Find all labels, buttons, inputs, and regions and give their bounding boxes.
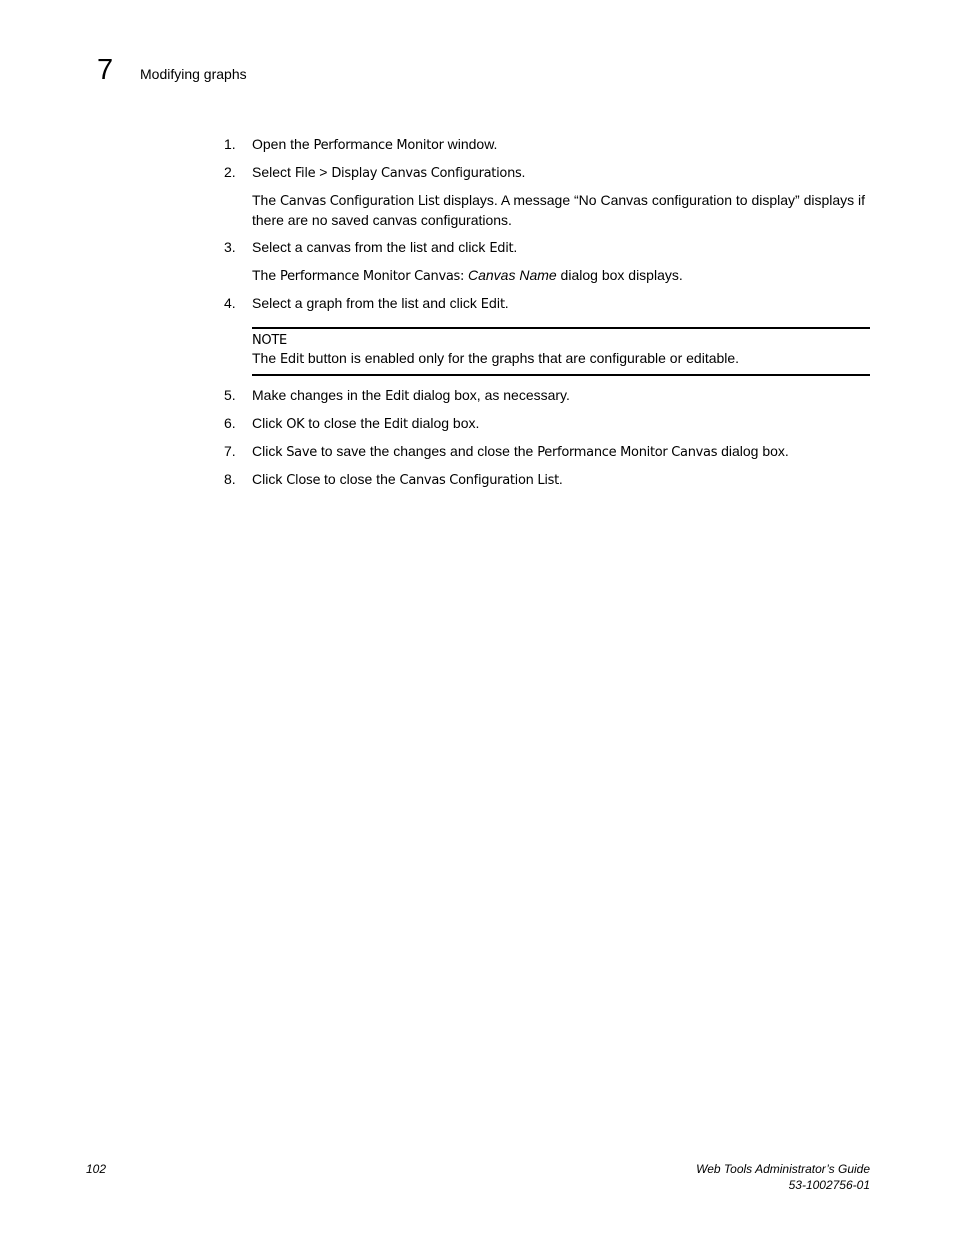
page-number: 102: [86, 1162, 107, 1176]
step-number: 2.: [224, 164, 236, 180]
step-number: 8.: [224, 471, 236, 487]
step-text: Select a canvas from the list and click Edit.: [252, 239, 518, 256]
step-text: Click OK to close the Edit dialog box.: [252, 415, 480, 432]
step-3-result: The Performance Monitor Canvas: Canvas Name dialog box displays.: [252, 267, 683, 284]
step-number: 7.: [224, 443, 236, 459]
step-number: 3.: [224, 239, 236, 255]
step-number: 5.: [224, 387, 236, 403]
step-number: 1.: [224, 136, 236, 152]
step-number: 4.: [224, 295, 236, 311]
step-text: Open the Performance Monitor window.: [252, 136, 498, 153]
step-text: Make changes in the Edit dialog box, as necessary.: [252, 387, 570, 404]
guide-title: Web Tools Administrator’s Guide: [696, 1162, 870, 1176]
chapter-title: Modifying graphs: [140, 66, 247, 82]
note-text: The Edit button is enabled only for the graphs that are configurable or editable.: [252, 350, 740, 367]
step-2-result: The Canvas Configuration List displays. A message “No Canvas configuration to display” displays if there are no saved canvas configurations.: [252, 192, 866, 228]
step-number: 6.: [224, 415, 236, 431]
step-text: Select a graph from the list and click Edit.: [252, 295, 509, 312]
note-heading: NOTE: [252, 333, 287, 348]
note-box: [252, 327, 870, 376]
step-text: Select File > Display Canvas Configurations.: [252, 164, 526, 181]
step-text: Click Close to close the Canvas Configuration List.: [252, 471, 563, 488]
footer-info: [696, 1161, 870, 1193]
doc-number: 53-1002756-01: [788, 1178, 870, 1192]
chapter-number: 7: [97, 54, 114, 86]
step-text: Click Save to save the changes and close the Performance Monitor Canvas dialog box.: [252, 443, 789, 460]
